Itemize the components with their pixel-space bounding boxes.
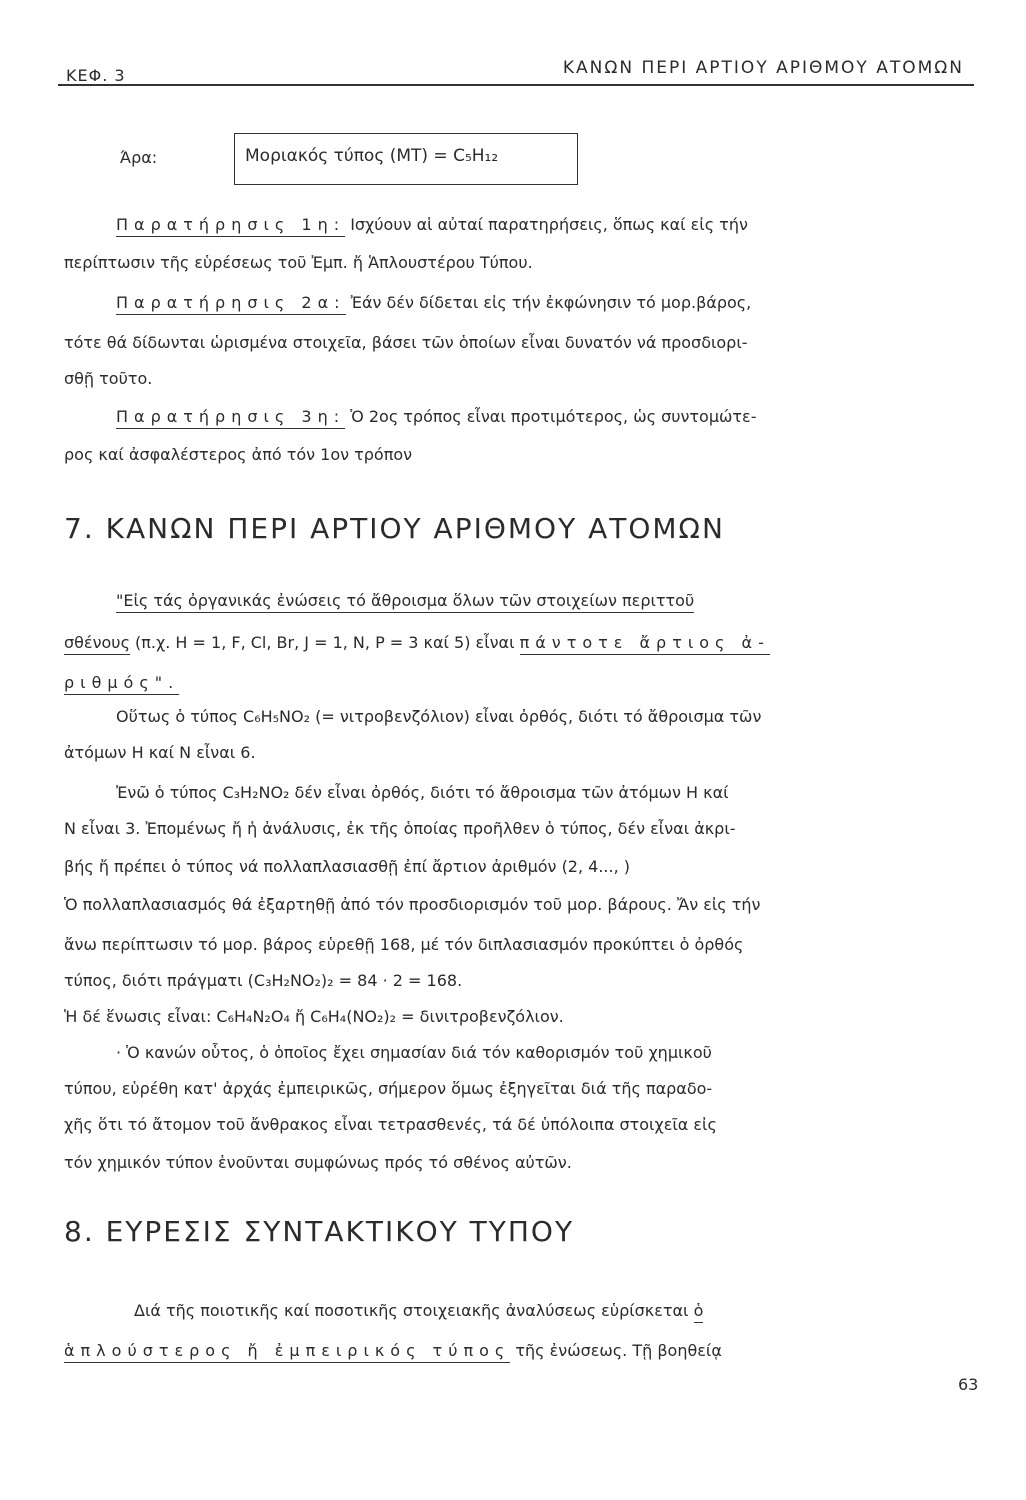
rule-text1: "Εἰς τάς ὀργανικάς ἐνώσεις τό ἄθροισμα ὅλων τῶν στοιχείων περιττοῦ bbox=[116, 591, 694, 613]
obs2-text1: Ἐάν δέν δίδεται εἰς τήν ἐκφώνησιν τό μορ.βάρος, bbox=[350, 293, 752, 312]
ex2-line3: βής ἤ πρέπει ὁ τύπος νά πολλαπλασιασθῇ ἐπί ἄρτιον ἀριθμόν (2, 4..., ) bbox=[64, 857, 631, 876]
chapter-label: ΚΕΦ. 3 bbox=[66, 66, 126, 85]
obs3-title: Παρατήρησις 3η: bbox=[116, 407, 345, 429]
ex2-line2: N εἶναι 3. Ἐπομένως ἤ ἡ ἀνάλυσις, ἐκ τῆς ὁποίας προῆλθεν ὁ τύπος, δέν εἶναι ἀκρι- bbox=[64, 819, 736, 838]
running-title: ΚΑΝΩΝ ΠΕΡΙ ΑΡΤΙΟΥ ΑΡΙΘΜΟΥ ΑΤΟΜΩΝ bbox=[562, 58, 964, 78]
obs3-line2: ρος καί ἀσφαλέστερος ἀπό τόν 1ον τρόπον bbox=[64, 445, 413, 464]
rule-text3: ριθμός". bbox=[64, 673, 179, 695]
note-line4: τόν χημικόν τύπον ἑνοῦνται συμφώνως πρός τό σθένος αὐτῶν. bbox=[64, 1153, 572, 1172]
ex3-line2: ἄνω περίπτωσιν τό μορ. βάρος εὑρεθῇ 168, μέ τόν διπλασιασμόν προκύπτει ὁ ὀρθός bbox=[64, 935, 744, 954]
rule-text2c: πάντοτε ἄρτιος ἀ- bbox=[520, 633, 770, 655]
obs1-line2: περίπτωσιν τῆς εὑρέσεως τοῦ Ἐμπ. ἤ Ἁπλουστέρου Τύπου. bbox=[64, 253, 533, 272]
header-rule bbox=[58, 84, 974, 86]
ara-label: Άρα: bbox=[120, 148, 158, 167]
ex1-line1: Οὕτως ὁ τύπος C₆H₅NO₂ (= νιτροβενζόλιον) εἶναι ὀρθός, διότι τό ἄθροισμα τῶν bbox=[116, 707, 762, 726]
obs2-line3: σθῇ τοῦτο. bbox=[64, 369, 153, 388]
note-line2: τύπου, εὑρέθη κατ' ἀρχάς ἐμπειρικῶς, σήμερον ὅμως ἐξηγεῖται διά τῆς παραδο- bbox=[64, 1079, 713, 1098]
page-number: 63 bbox=[958, 1375, 979, 1394]
obs1-text1: Ισχύουν αἱ αὐταί παρατηρήσεις, ὅπως καί εἰς τήν bbox=[350, 215, 748, 234]
s8-text2a: ἁπλούστερος ἤ ἐμπειρικός τύπος bbox=[64, 1341, 510, 1363]
rule-text2b: (π.χ. H = 1, F, Cl, Br, J = 1, N, P = 3 καί 5) εἶναι bbox=[135, 633, 515, 652]
note-line1: · Ὁ κανών οὗτος, ὁ ὁποῖος ἔχει σημασίαν διά τόν καθορισμόν τοῦ χημικοῦ bbox=[116, 1043, 712, 1062]
s8-text1a: Διά τῆς ποιοτικῆς καί ποσοτικῆς στοιχειακῆς ἀναλύσεως εὑρίσκεται bbox=[134, 1301, 689, 1320]
rule-line2 bbox=[64, 632, 770, 654]
obs2-line1 bbox=[116, 292, 751, 314]
ex3-line4: Ἡ δέ ἕνωσις εἶναι: C₆H₄N₂O₄ ἤ C₆H₄(NO₂)₂ = δινιτροβενζόλιον. bbox=[64, 1007, 564, 1026]
ex3-line1: Ὁ πολλαπλασιασμός θά ἐξαρτηθῇ ἀπό τόν προσδιορισμόν τοῦ μορ. βάρους. Ἄν εἰς τήν bbox=[64, 895, 761, 914]
s8-text2b: τῆς ἐνώσεως. Τῇ βοηθείᾳ bbox=[515, 1341, 722, 1360]
obs1-title: Παρατήρησις 1η: bbox=[116, 215, 345, 237]
s8-line2 bbox=[64, 1340, 722, 1362]
obs2-line2: τότε θά δίδωνται ὡρισμένα στοιχεῖα, βάσει τῶν ὁποίων εἶναι δυνατόν νά προσδιορι- bbox=[64, 333, 748, 352]
note-line3: χῆς ὅτι τό ἄτομον τοῦ ἄνθρακος εἶναι τετρασθενές, τά δέ ὑπόλοιπα στοιχεῖα εἰς bbox=[64, 1115, 717, 1134]
formula-text: Μοριακός τύπος (ΜΤ) = C₅H₁₂ bbox=[245, 146, 499, 166]
formula-box bbox=[234, 133, 578, 185]
obs2-title: Παρατήρησις 2α: bbox=[116, 293, 346, 315]
s8-text1b: ὁ bbox=[694, 1301, 704, 1323]
rule-line3 bbox=[64, 672, 179, 694]
obs3-line1 bbox=[116, 406, 756, 428]
section-7-heading: 7. ΚΑΝΩΝ ΠΕΡΙ ΑΡΤΙΟΥ ΑΡΙΘΜΟΥ ΑΤΟΜΩΝ bbox=[64, 512, 725, 545]
ex2-line1: Ἐνῶ ὁ τύπος C₃H₂NO₂ δέν εἶναι ὀρθός, διότι τό ἄθροισμα τῶν ἀτόμων H καί bbox=[116, 783, 729, 802]
ex1-line2: ἀτόμων H καί N εἶναι 6. bbox=[64, 743, 256, 762]
ex3-line3: τύπος, διότι πράγματι (C₃H₂NO₂)₂ = 84 · 2 = 168. bbox=[64, 971, 463, 990]
obs1-line1 bbox=[116, 214, 748, 236]
obs3-text1: Ὁ 2ος τρόπος εἶναι προτιμότερος, ὡς συντομώτε- bbox=[350, 407, 757, 426]
section-8-heading: 8. ΕΥΡΕΣΙΣ ΣΥΝΤΑΚΤΙΚΟΥ ΤΥΠΟΥ bbox=[64, 1215, 575, 1248]
rule-text2a: σθένους bbox=[64, 633, 130, 655]
rule-line1 bbox=[116, 590, 694, 612]
s8-line1 bbox=[134, 1300, 703, 1322]
